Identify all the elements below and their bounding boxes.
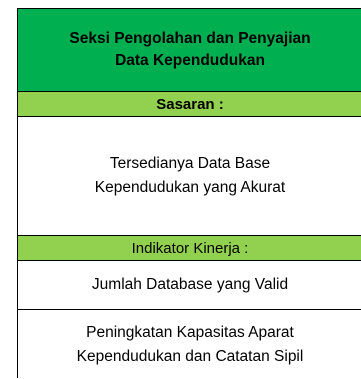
sasaran-value-cell xyxy=(18,117,361,236)
sasaran-label-cell xyxy=(18,92,361,117)
sasaran-value-line2: Kependudukan yang Akurat xyxy=(94,179,286,196)
program-line2: Kependudukan dan Catatan Sipil xyxy=(76,348,304,365)
section-title-cell xyxy=(18,9,361,92)
section-card xyxy=(17,8,361,378)
indikator-label-cell xyxy=(18,236,361,261)
indikator-label: Indikator Kinerja : xyxy=(131,239,249,257)
section-title-line1: Seksi Pengolahan dan Penyajian xyxy=(69,30,311,47)
program-line1: Peningkatan Kapasitas Aparat xyxy=(86,324,294,341)
indikator-value-cell xyxy=(18,261,361,310)
sasaran-value-line1: Tersedianya Data Base xyxy=(109,155,271,172)
section-title-line2: Data Kependudukan xyxy=(115,52,265,69)
sasaran-label: Sasaran : xyxy=(156,95,224,113)
indikator-value: Jumlah Database yang Valid xyxy=(91,276,289,293)
program-cell xyxy=(18,310,361,379)
